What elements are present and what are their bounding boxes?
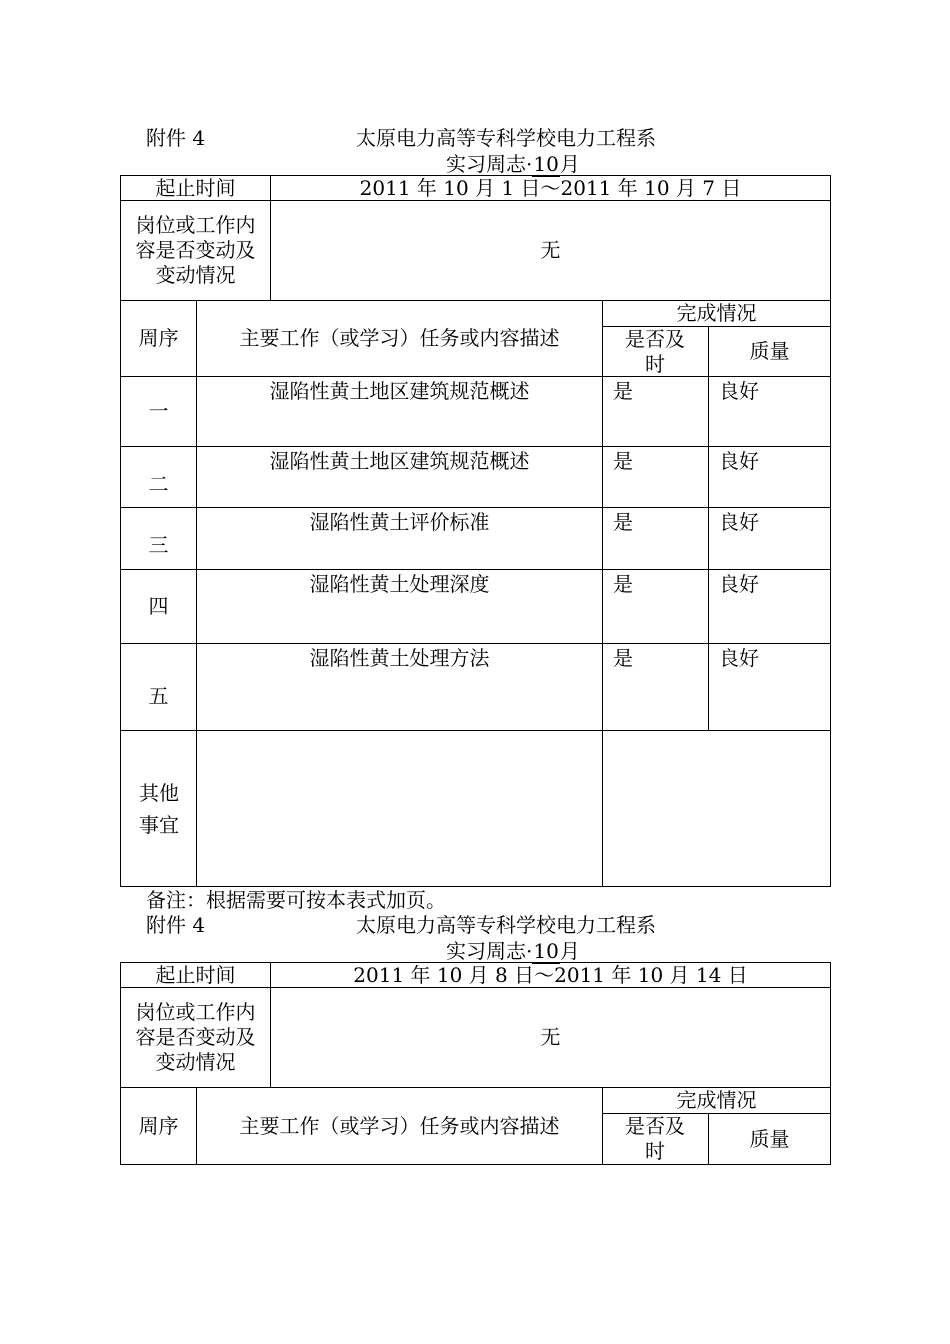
table-row-quality: 良好 bbox=[719, 510, 759, 534]
period-value: 2011 年 10 月 1 日～2011 年 10 月 7 日 bbox=[359, 175, 742, 200]
col-ontime-header: 是否及时 bbox=[625, 1114, 685, 1163]
subtitle-month-number: 10 bbox=[533, 152, 559, 176]
change-label: 岗位或工作内容是否变动及变动情况 bbox=[135, 213, 256, 287]
col-week-header: 周序 bbox=[138, 326, 179, 350]
attachment-label: 附件 4 bbox=[146, 913, 206, 937]
org-title: 太原电力高等专科学校电力工程系 bbox=[356, 126, 656, 150]
footnote: 备注：根据需要可按本表式加页。 bbox=[146, 888, 446, 912]
table-row-ontime: 是 bbox=[613, 572, 633, 596]
table-row-ontime: 是 bbox=[613, 449, 633, 473]
col-ontime-header: 是否及时 bbox=[625, 326, 685, 376]
subtitle-prefix: 实习周志· bbox=[446, 152, 533, 176]
table-row-week: 四 bbox=[148, 594, 169, 618]
change-value: 无 bbox=[540, 1025, 561, 1049]
table-row-quality: 良好 bbox=[719, 572, 759, 596]
col-task-header: 主要工作（或学习）任务或内容描述 bbox=[239, 326, 560, 350]
col-quality-header: 质量 bbox=[749, 339, 790, 363]
period-label: 起止时间 bbox=[155, 962, 236, 987]
table-row-quality: 良好 bbox=[719, 379, 759, 403]
journal-subtitle bbox=[446, 154, 580, 174]
table-row-task: 湿陷性黄土处理方法 bbox=[309, 646, 490, 670]
col-completion-header: 完成情况 bbox=[676, 301, 757, 325]
other-matters-field[interactable] bbox=[197, 731, 602, 886]
table-row-quality: 良好 bbox=[719, 646, 759, 670]
period-value: 2011 年 10 月 8 日～2011 年 10 月 14 日 bbox=[353, 962, 748, 987]
other-matters-label: 其他事宜 bbox=[139, 780, 179, 837]
change-label: 岗位或工作内容是否变动及变动情况 bbox=[135, 1000, 256, 1074]
table-row-task: 湿陷性黄土评价标准 bbox=[309, 510, 490, 534]
subtitle-month-suffix: 月 bbox=[559, 152, 580, 176]
table-row-task: 湿陷性黄土地区建筑规范概述 bbox=[269, 379, 530, 403]
table-row-task: 湿陷性黄土地区建筑规范概述 bbox=[269, 449, 530, 473]
org-title: 太原电力高等专科学校电力工程系 bbox=[356, 913, 656, 937]
table-row-task: 湿陷性黄土处理深度 bbox=[309, 572, 490, 596]
table-row-week: 三 bbox=[148, 533, 169, 557]
table-row-ontime: 是 bbox=[613, 379, 633, 403]
table-row-week: 二 bbox=[148, 471, 169, 496]
change-value: 无 bbox=[540, 238, 561, 262]
subtitle-month-number: 10 bbox=[533, 939, 559, 963]
col-task-header: 主要工作（或学习）任务或内容描述 bbox=[239, 1113, 560, 1138]
period-label: 起止时间 bbox=[155, 175, 236, 200]
table-row-week: 一 bbox=[148, 399, 169, 423]
other-matters-extra[interactable] bbox=[603, 731, 830, 886]
table-row-ontime: 是 bbox=[613, 646, 633, 670]
table-row-ontime: 是 bbox=[613, 510, 633, 534]
attachment-label: 附件 4 bbox=[146, 126, 206, 150]
col-completion-header: 完成情况 bbox=[676, 1088, 757, 1112]
table-row-quality: 良好 bbox=[719, 449, 759, 473]
journal-subtitle bbox=[446, 941, 580, 961]
subtitle-month-suffix: 月 bbox=[559, 939, 580, 963]
table-row-week: 五 bbox=[148, 683, 169, 708]
subtitle-prefix: 实习周志· bbox=[446, 939, 533, 963]
col-quality-header: 质量 bbox=[749, 1126, 790, 1151]
col-week-header: 周序 bbox=[138, 1113, 179, 1138]
